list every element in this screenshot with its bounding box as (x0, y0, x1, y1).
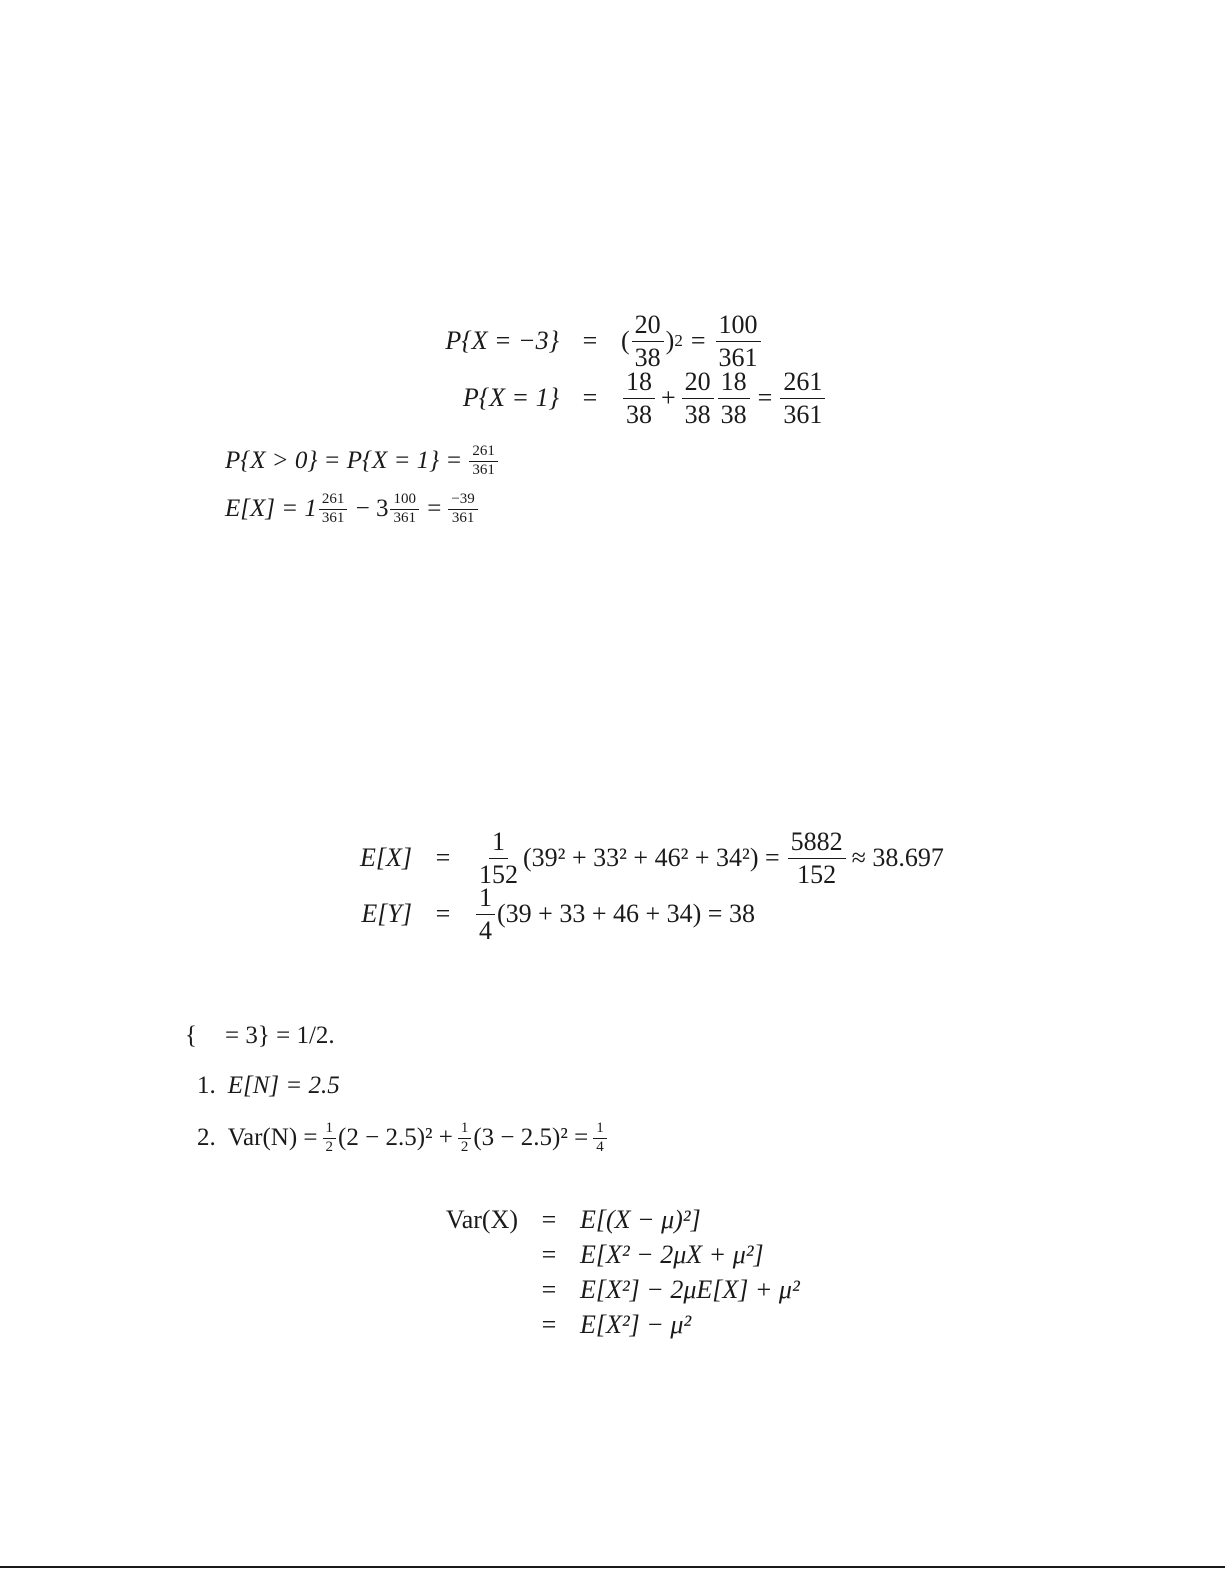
fraction-num: 100 (390, 492, 419, 510)
fraction-den: 38 (720, 399, 747, 429)
eq-sign: = (420, 495, 442, 522)
paren-close: ) (665, 326, 675, 355)
fraction (623, 368, 655, 428)
fraction (632, 311, 664, 371)
eq-sign: = (435, 899, 451, 928)
eq-sign: = (757, 383, 773, 412)
eq-text: = 3} = 1/2. (225, 1022, 335, 1049)
fraction-num: 1 (323, 1121, 337, 1139)
list-marker: 1. (197, 1072, 216, 1099)
fraction-den: 2 (460, 1138, 469, 1155)
fraction-den: 2 (325, 1138, 334, 1155)
eq-text: P{X > 0} = P{X = 1} = (225, 447, 463, 474)
eq-lhs: P{X = 1} (462, 383, 559, 412)
eq-e-y-roulette (360, 885, 755, 943)
eq-body: (39² + 33² + 46² + 34²) = (523, 843, 780, 872)
fraction-num: 261 (469, 444, 498, 462)
eq-lhs: Var(X) (445, 1205, 518, 1234)
eq-sign: = (435, 843, 451, 872)
fraction (476, 884, 495, 944)
fraction-num: 1 (458, 1121, 472, 1139)
list-marker: 2. (197, 1124, 216, 1151)
fraction (323, 1121, 337, 1156)
fraction-den: 38 (634, 342, 661, 372)
fraction-num: 261 (780, 368, 825, 398)
fraction (448, 492, 477, 527)
fraction (718, 368, 750, 428)
fraction (319, 492, 348, 527)
fraction-den: 361 (393, 509, 416, 526)
page-bottom-rule (0, 1566, 1225, 1568)
list-item-text: Var(N) = (227, 1124, 318, 1151)
fraction-num: 5882 (788, 828, 846, 858)
eq-sign: = (582, 383, 598, 412)
list-item-text: (2 − 2.5)² + (338, 1124, 453, 1151)
fraction (716, 311, 761, 371)
fraction-num: 20 (682, 368, 714, 398)
eq-lhs: E[X] (360, 843, 412, 872)
fraction-den: 361 (783, 399, 823, 429)
eq-text: − 3 (349, 495, 389, 522)
fraction-den: 152 (479, 859, 518, 889)
eq-e-x-roulette (360, 828, 944, 888)
eq-body: (39 + 33 + 46 + 34) = 38 (497, 899, 755, 928)
fraction-num: 1 (476, 884, 495, 914)
eq-lhs: E[Y] (361, 899, 412, 928)
brace-open: { (185, 1022, 197, 1049)
eq-variance-row (440, 1308, 691, 1342)
list-item-text: E[N] = 2.5 (227, 1072, 340, 1099)
eq-p-x-positive (225, 444, 500, 478)
fraction (780, 368, 825, 428)
eq-expectation-x (225, 492, 480, 526)
list-item (197, 1069, 340, 1103)
fraction-num: −39 (448, 492, 477, 510)
fraction-den: 361 (472, 461, 495, 478)
fraction-num: 100 (716, 311, 761, 341)
eq-sign: = (690, 326, 706, 355)
fraction-den: 361 (718, 342, 758, 372)
fraction-num: 261 (319, 492, 348, 510)
fraction-den: 152 (797, 859, 837, 889)
fraction (682, 368, 714, 428)
fraction-den: 361 (451, 509, 475, 526)
eq-rhs: E[(X − μ)²] (580, 1205, 701, 1234)
eq-rhs: E[X²] − μ² (580, 1310, 692, 1339)
list-item-text: (3 − 2.5)² = (473, 1124, 589, 1151)
fraction-num: 1 (593, 1121, 607, 1139)
eq-probability-half (185, 1019, 335, 1053)
eq-sign: = (541, 1275, 557, 1304)
eq-rhs: E[X² − 2μX + μ²] (580, 1240, 764, 1269)
eq-p-x-1 (433, 369, 827, 427)
eq-variance-row (440, 1203, 701, 1237)
eq-variance-row (440, 1273, 800, 1307)
eq-p-x-minus3: P{X = −3} = ( $\frac{20}{38}$ ) 2 = $\frac{100}{361}$ (433, 312, 763, 370)
fraction (458, 1121, 472, 1156)
fraction-num: 1 (489, 828, 508, 858)
eq-approx: ≈ 38.697 (851, 843, 944, 872)
fraction (593, 1121, 607, 1156)
fraction-num: 18 (718, 368, 750, 398)
fraction-num: 18 (623, 368, 655, 398)
eq-sign: = (582, 326, 598, 355)
eq-rhs: E[X²] − 2μE[X] + μ² (580, 1275, 800, 1304)
fraction-num: 20 (632, 311, 664, 341)
eq-sign: = (541, 1240, 557, 1269)
eq-sign: = (541, 1310, 557, 1339)
fraction (788, 828, 846, 888)
list-item (197, 1119, 609, 1157)
eq-variance-row (440, 1238, 764, 1272)
fraction (476, 828, 521, 888)
fraction (390, 492, 419, 527)
eq-text: E[X] = 1 (225, 495, 317, 522)
plus-sign: + (661, 383, 676, 412)
fraction-den: 38 (684, 399, 711, 429)
fraction (469, 444, 498, 479)
paren-open: ( (621, 326, 630, 355)
fraction-den: 4 (596, 1138, 604, 1155)
fraction-den: 361 (321, 509, 345, 526)
eq-sign: = (541, 1205, 557, 1234)
eq-lhs: P{X = −3} (445, 326, 559, 355)
fraction-den: 4 (479, 915, 492, 945)
fraction-den: 38 (626, 399, 652, 429)
